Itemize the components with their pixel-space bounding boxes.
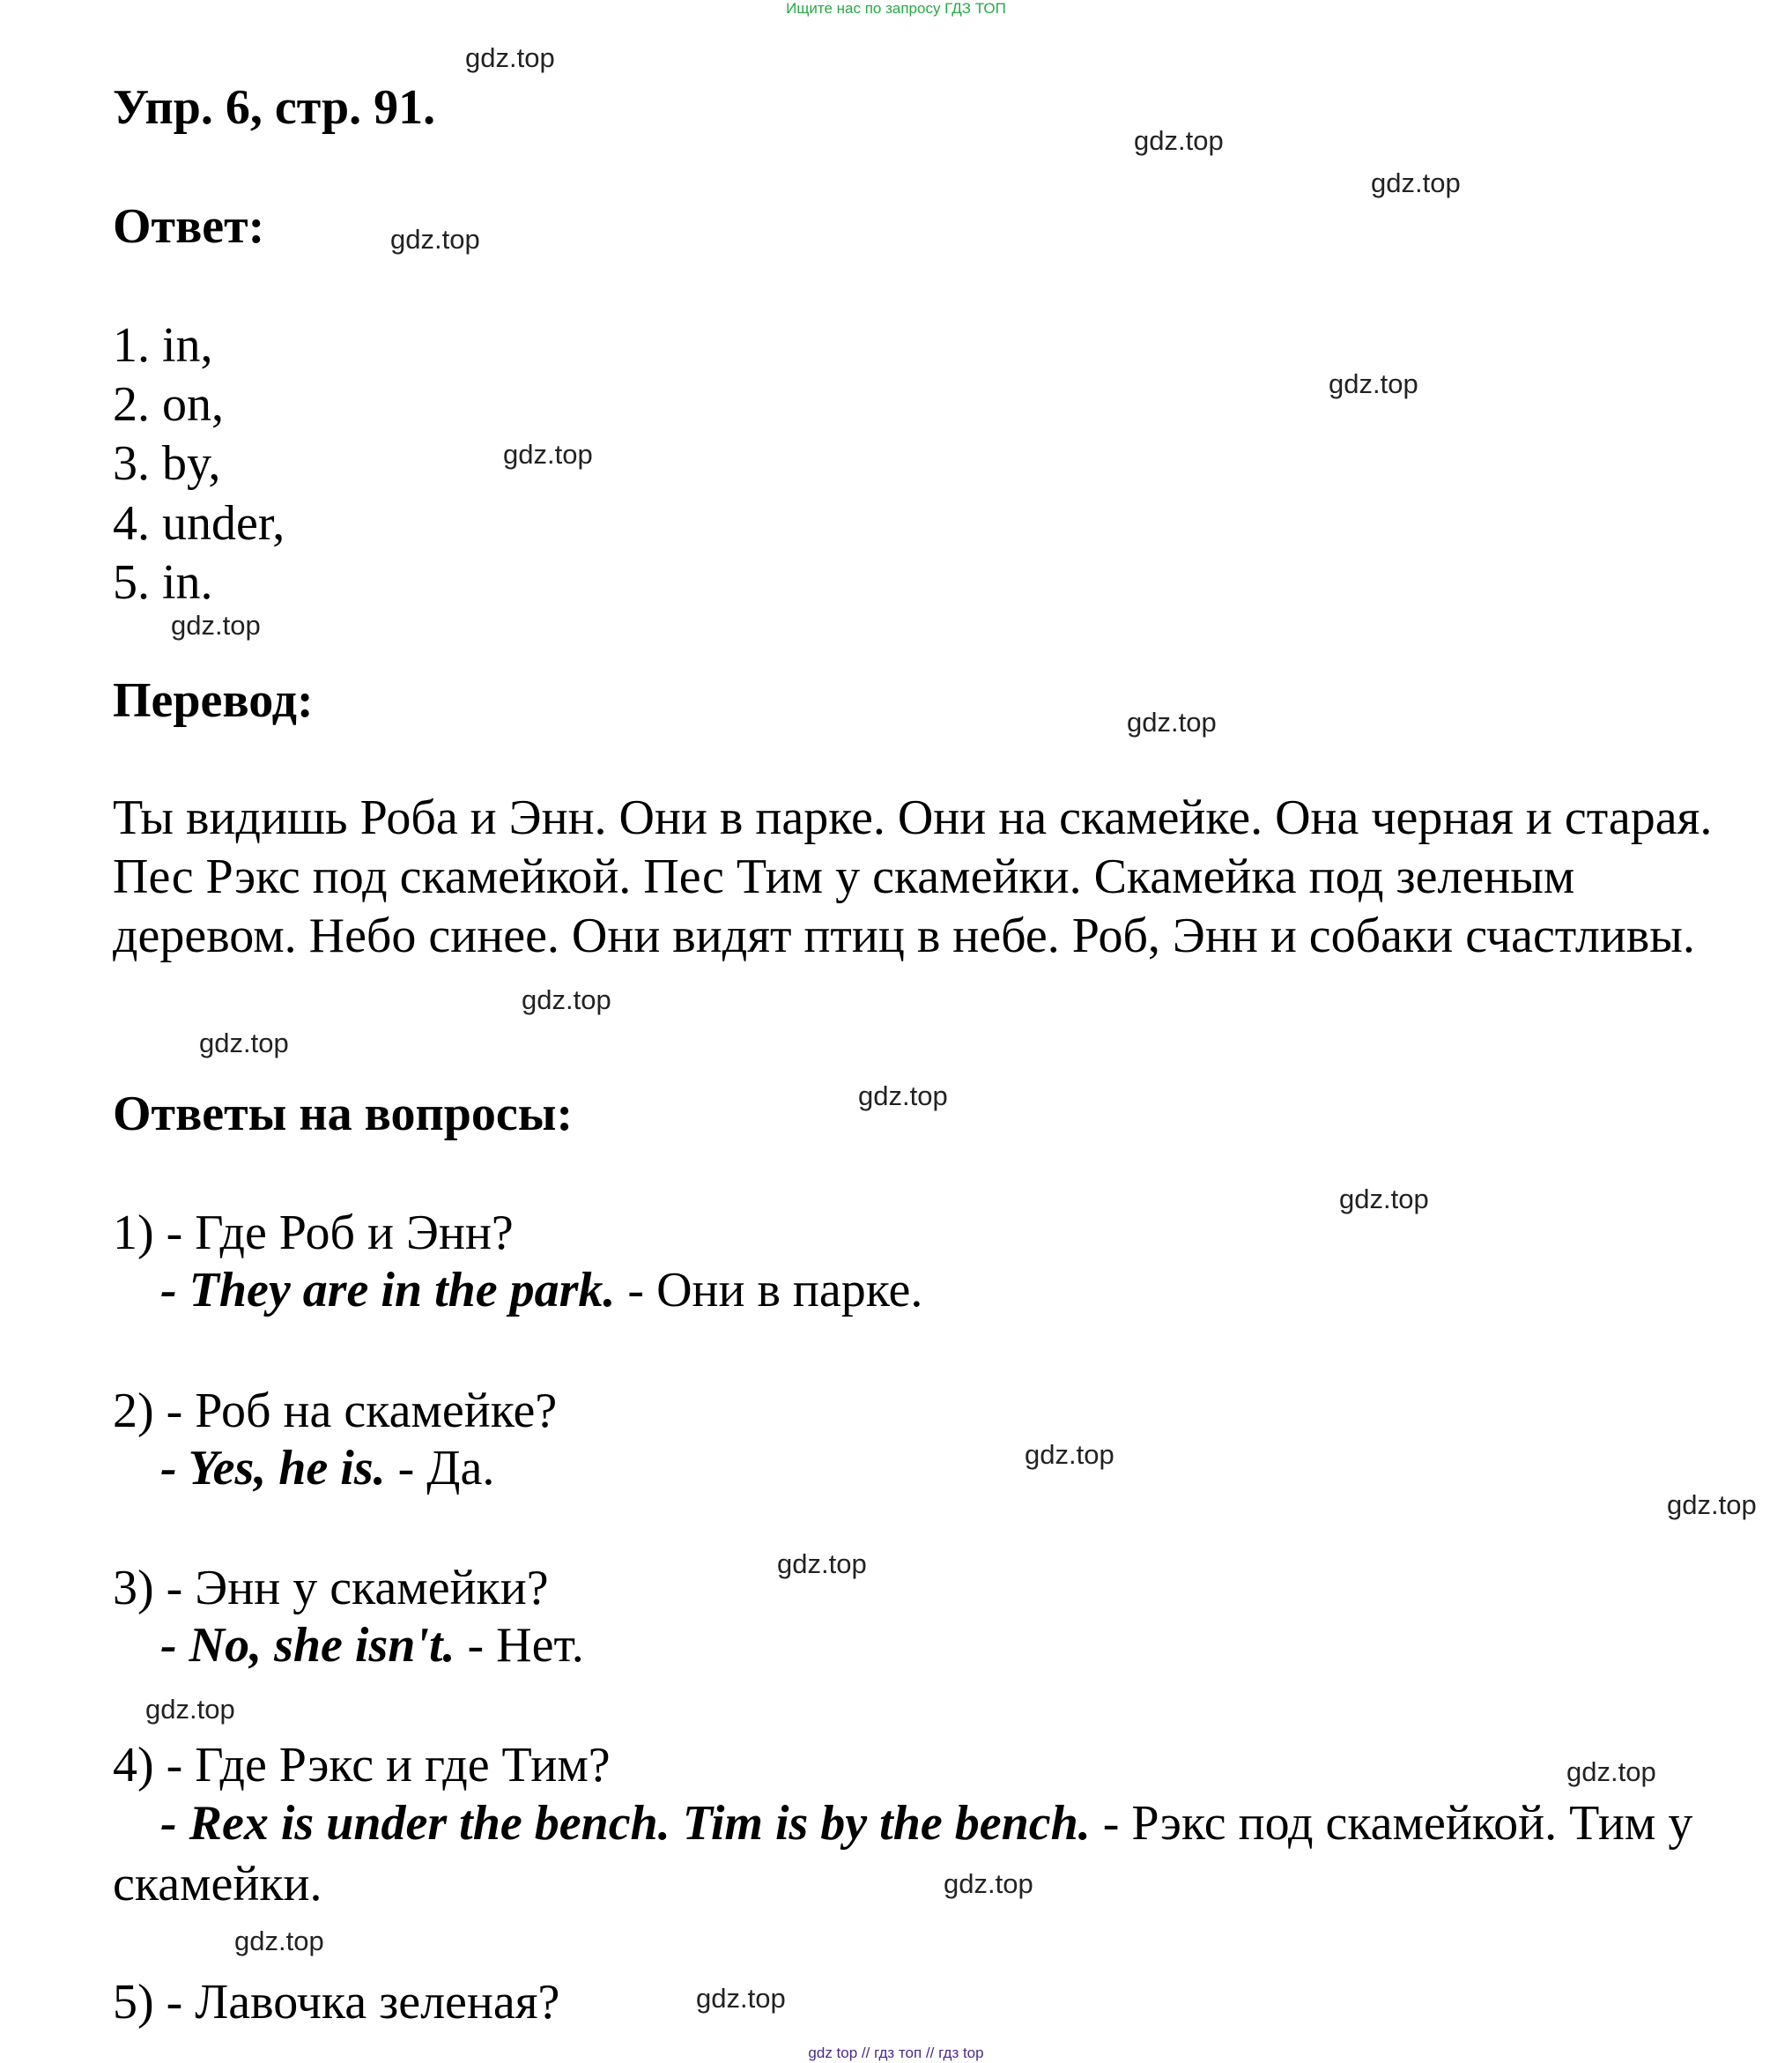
exercise-title: Упр. 6, стр. 91. bbox=[113, 80, 436, 135]
answer-1-russian: - Они в парке. bbox=[615, 1263, 923, 1317]
watermark: gdz.top bbox=[503, 439, 593, 470]
answer-2-russian: - Да. bbox=[385, 1441, 495, 1495]
answer-3-english: - No, she isn't. bbox=[160, 1618, 455, 1673]
watermark: gdz.top bbox=[1566, 1756, 1656, 1787]
answer-3-russian: - Нет. bbox=[455, 1618, 584, 1673]
watermark: gdz.top bbox=[1025, 1439, 1114, 1470]
watermark: gdz.top bbox=[1339, 1184, 1429, 1214]
answer-item-2: 2. on, bbox=[113, 377, 224, 432]
watermark: gdz.top bbox=[696, 1983, 786, 2014]
answer-item-4: 4. under, bbox=[113, 496, 285, 551]
watermark: gdz.top bbox=[390, 224, 480, 255]
bottom-banner[interactable]: gdz top // гдз топ // гдз top bbox=[808, 2044, 984, 2061]
question-4: 4) - Где Рэкс и где Тим? bbox=[113, 1738, 611, 1792]
question-3: 3) - Энн у скамейки? bbox=[113, 1561, 549, 1615]
watermark: gdz.top bbox=[199, 1028, 289, 1058]
question-5: 5) - Лавочка зеленая? bbox=[113, 1975, 560, 2030]
watermark: gdz.top bbox=[1127, 707, 1217, 738]
watermark: gdz.top bbox=[1667, 1489, 1757, 1520]
watermark: gdz.top bbox=[145, 1694, 235, 1725]
answer-1-english: - They are in the park. bbox=[160, 1263, 616, 1317]
answer-1 bbox=[160, 1262, 922, 1318]
qa-heading: Ответы на вопросы: bbox=[113, 1087, 574, 1141]
watermark: gdz.top bbox=[777, 1548, 867, 1579]
watermark: gdz.top bbox=[858, 1080, 948, 1111]
answer-item-3: 3. by, bbox=[113, 436, 221, 491]
watermark: gdz.top bbox=[171, 610, 261, 641]
watermark: gdz.top bbox=[1329, 368, 1418, 399]
translation-heading: Перевод: bbox=[113, 673, 314, 728]
watermark: gdz.top bbox=[1134, 125, 1224, 156]
watermark: gdz.top bbox=[465, 42, 555, 73]
answer-item-1: 1. in, bbox=[113, 318, 213, 373]
answer-2-english: - Yes, he is. bbox=[160, 1441, 386, 1495]
translation-paragraph: Ты видишь Роба и Энн. Они в парке. Они на скамейке. Она черная и старая. Пес Рэкс под скамейкой. Пес Тим у скамейки. Скамейка под зеленым деревом. Небо синее. Они видят птиц в небе. Роб, Энн и собаки счастливы. bbox=[113, 790, 1713, 963]
watermark: gdz.top bbox=[1371, 167, 1461, 198]
watermark: gdz.top bbox=[522, 984, 611, 1015]
answer-4-continuation: скамейки. bbox=[113, 1857, 322, 1911]
watermark: gdz.top bbox=[234, 1926, 324, 1956]
answer-2 bbox=[160, 1440, 494, 1496]
question-1: 1) - Где Роб и Энн? bbox=[113, 1206, 514, 1260]
answer-3 bbox=[160, 1617, 584, 1673]
answer-4-english: - Rex is under the bench. Tim is by the bench. bbox=[160, 1796, 1091, 1851]
watermark: gdz.top bbox=[944, 1868, 1033, 1899]
answer-item-5: 5. in. bbox=[113, 555, 213, 610]
answer-4 bbox=[160, 1795, 1692, 1852]
answer-4-russian: - Рэкс под скамейкой. Тим у bbox=[1090, 1796, 1693, 1851]
question-2: 2) - Роб на скамейке? bbox=[113, 1384, 558, 1438]
answer-heading: Ответ: bbox=[113, 199, 265, 254]
top-banner[interactable]: Ищите нас по запросу ГДЗ ТОП bbox=[786, 0, 1006, 17]
